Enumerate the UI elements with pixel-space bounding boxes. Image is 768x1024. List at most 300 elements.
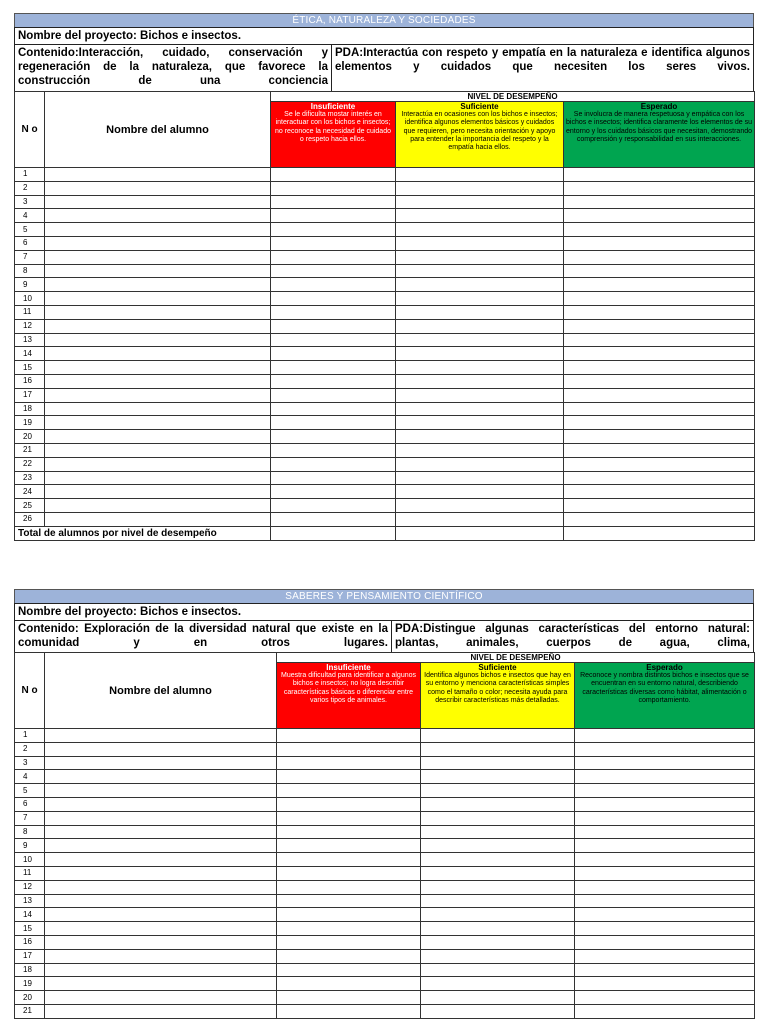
suficiente-cell[interactable] <box>421 853 575 867</box>
suficiente-cell[interactable] <box>421 866 575 880</box>
student-name-cell[interactable] <box>45 278 271 292</box>
row-number: 16 <box>15 935 45 949</box>
student-row <box>15 168 755 182</box>
esperado-cell[interactable] <box>564 388 755 402</box>
insuficiente-cell[interactable] <box>271 168 396 182</box>
row-number: 15 <box>15 361 45 375</box>
student-row <box>15 866 755 880</box>
insuficiente-cell[interactable] <box>277 756 421 770</box>
row-number: 12 <box>15 880 45 894</box>
student-name-cell[interactable] <box>45 236 271 250</box>
row-number: 17 <box>15 388 45 402</box>
student-row <box>15 1004 755 1018</box>
student-row <box>15 416 755 430</box>
esperado-cell[interactable] <box>575 742 755 756</box>
esperado-cell[interactable] <box>575 756 755 770</box>
insuficiente-cell[interactable] <box>277 880 421 894</box>
suficiente-cell[interactable] <box>421 784 575 798</box>
row-number: 4 <box>15 770 45 784</box>
suficiente-cell[interactable] <box>396 499 564 513</box>
student-row <box>15 839 755 853</box>
row-number: 19 <box>15 416 45 430</box>
insuficiente-cell[interactable] <box>271 416 396 430</box>
student-name-cell[interactable] <box>45 784 277 798</box>
row-number: 13 <box>15 333 45 347</box>
row-number: 7 <box>15 250 45 264</box>
student-name-cell[interactable] <box>45 922 277 936</box>
student-name-cell[interactable] <box>45 825 277 839</box>
insuficiente-cell[interactable] <box>277 908 421 922</box>
insuficiente-cell[interactable] <box>271 443 396 457</box>
student-row <box>15 880 755 894</box>
row-number: 9 <box>15 278 45 292</box>
student-name-cell[interactable] <box>45 250 271 264</box>
suficiente-cell[interactable] <box>421 894 575 908</box>
esperado-cell[interactable] <box>575 991 755 1005</box>
student-name-cell[interactable] <box>45 963 277 977</box>
student-name-cell[interactable] <box>45 811 277 825</box>
row-number: 8 <box>15 825 45 839</box>
suficiente-cell[interactable] <box>396 485 564 499</box>
student-name-cell[interactable] <box>45 181 271 195</box>
suficiente-cell[interactable] <box>421 839 575 853</box>
suficiente-cell[interactable] <box>421 991 575 1005</box>
content-text: Contenido: Exploración de la diversidad natural que existe en la comunidad y en otros lugares. <box>15 621 392 652</box>
student-name-cell[interactable] <box>45 742 277 756</box>
insuficiente-cell[interactable] <box>271 347 396 361</box>
esperado-cell[interactable] <box>564 195 755 209</box>
suficiente-cell[interactable] <box>396 305 564 319</box>
row-number: 14 <box>15 908 45 922</box>
suficiente-cell[interactable] <box>396 209 564 223</box>
student-row <box>15 825 755 839</box>
esperado-cell[interactable] <box>575 922 755 936</box>
student-name-cell[interactable] <box>45 333 271 347</box>
insuficiente-cell[interactable] <box>271 374 396 388</box>
esperado-cell[interactable] <box>575 977 755 991</box>
insuficiente-cell[interactable] <box>271 361 396 375</box>
esperado-cell[interactable] <box>564 443 755 457</box>
suficiente-cell[interactable] <box>421 963 575 977</box>
esperado-cell[interactable] <box>575 866 755 880</box>
student-name-cell[interactable] <box>45 866 277 880</box>
insuficiente-cell[interactable] <box>271 319 396 333</box>
esperado-cell[interactable] <box>564 319 755 333</box>
esperado-cell[interactable] <box>575 825 755 839</box>
content-pda-row <box>14 44 754 91</box>
row-number: 25 <box>15 499 45 513</box>
suficiente-cell[interactable] <box>396 264 564 278</box>
project-name: Nombre del proyecto: Bichos e insectos. <box>18 30 242 42</box>
student-name-cell[interactable] <box>45 770 277 784</box>
suficiente-cell[interactable] <box>421 977 575 991</box>
suficiente-cell[interactable] <box>396 333 564 347</box>
esperado-cell[interactable] <box>564 305 755 319</box>
performance-level-header: NIVEL DE DESEMPEÑO <box>277 653 755 663</box>
student-name-cell[interactable] <box>45 264 271 278</box>
student-row <box>15 374 755 388</box>
esperado-cell[interactable] <box>564 347 755 361</box>
student-name-cell[interactable] <box>45 977 277 991</box>
insuficiente-cell[interactable] <box>277 825 421 839</box>
suficiente-cell[interactable] <box>421 935 575 949</box>
suficiente-cell[interactable] <box>396 181 564 195</box>
insuficiente-cell[interactable] <box>271 209 396 223</box>
insuficiente-cell[interactable] <box>271 471 396 485</box>
suficiente-cell[interactable] <box>421 797 575 811</box>
insuficiente-cell[interactable] <box>277 949 421 963</box>
esperado-cell[interactable] <box>575 894 755 908</box>
project-row <box>14 603 754 620</box>
insuficiente-cell[interactable] <box>271 388 396 402</box>
row-number: 6 <box>15 236 45 250</box>
student-row <box>15 471 755 485</box>
insuficiente-cell[interactable] <box>277 866 421 880</box>
row-number: 3 <box>15 756 45 770</box>
student-name-cell[interactable] <box>45 935 277 949</box>
student-row <box>15 949 755 963</box>
esperado-cell[interactable] <box>564 471 755 485</box>
section-title-band: ÉTICA, NATURALEZA Y SOCIEDADES <box>14 13 754 27</box>
esperado-cell[interactable] <box>575 1004 755 1018</box>
esperado-cell[interactable] <box>575 839 755 853</box>
suficiente-cell[interactable] <box>396 195 564 209</box>
row-number: 2 <box>15 742 45 756</box>
student-row <box>15 443 755 457</box>
insuficiente-cell[interactable] <box>277 935 421 949</box>
student-row <box>15 853 755 867</box>
student-name-cell[interactable] <box>45 168 271 182</box>
student-row <box>15 333 755 347</box>
student-name-cell[interactable] <box>45 991 277 1005</box>
insuficiente-cell[interactable] <box>271 181 396 195</box>
suficiente-cell[interactable] <box>396 374 564 388</box>
student-row <box>15 319 755 333</box>
esperado-cell[interactable] <box>564 361 755 375</box>
esperado-cell[interactable] <box>575 784 755 798</box>
student-row <box>15 457 755 471</box>
performance-level-header: NIVEL DE DESEMPEÑO <box>271 92 755 102</box>
esperado-cell[interactable] <box>564 223 755 237</box>
insuficiente-cell[interactable] <box>271 457 396 471</box>
student-row <box>15 908 755 922</box>
esperado-cell[interactable] <box>575 935 755 949</box>
total-insuficiente-cell[interactable] <box>271 526 396 540</box>
row-number: 12 <box>15 319 45 333</box>
row-number: 10 <box>15 853 45 867</box>
student-name-cell[interactable] <box>45 471 271 485</box>
insuficiente-cell[interactable] <box>277 922 421 936</box>
row-number: 5 <box>15 784 45 798</box>
rubric-sheet-saberes <box>14 589 754 1019</box>
insuficiente-cell[interactable] <box>271 499 396 513</box>
insuficiente-cell[interactable] <box>271 236 396 250</box>
row-number: 16 <box>15 374 45 388</box>
row-number: 18 <box>15 963 45 977</box>
row-number: 19 <box>15 977 45 991</box>
student-row <box>15 770 755 784</box>
student-name-cell[interactable] <box>45 853 277 867</box>
insuficiente-cell[interactable] <box>277 784 421 798</box>
esperado-cell[interactable] <box>575 811 755 825</box>
insuficiente-cell[interactable] <box>277 797 421 811</box>
esperado-cell[interactable] <box>575 908 755 922</box>
level-insuficiente: Insuficiente Muestra dificultad para identificar a algunos bichos e insectos; no logra describir características básicas o diferenciar entre varios tipos de animales. <box>277 663 421 729</box>
student-name-cell[interactable] <box>45 319 271 333</box>
esperado-cell[interactable] <box>564 250 755 264</box>
student-row <box>15 935 755 949</box>
suficiente-cell[interactable] <box>421 908 575 922</box>
esperado-cell[interactable] <box>564 264 755 278</box>
student-row <box>15 236 755 250</box>
student-name-cell[interactable] <box>45 305 271 319</box>
student-row <box>15 922 755 936</box>
insuficiente-cell[interactable] <box>271 264 396 278</box>
student-name-cell[interactable] <box>45 223 271 237</box>
student-name-cell[interactable] <box>45 292 271 306</box>
row-number: 8 <box>15 264 45 278</box>
student-row <box>15 388 755 402</box>
suficiente-cell[interactable] <box>421 756 575 770</box>
insuficiente-cell[interactable] <box>271 195 396 209</box>
student-name-cell[interactable] <box>45 839 277 853</box>
student-name-cell[interactable] <box>45 729 277 743</box>
esperado-cell[interactable] <box>564 278 755 292</box>
project-name: Nombre del proyecto: Bichos e insectos. <box>18 606 242 618</box>
number-column-header: N o <box>15 653 45 729</box>
level-suficiente: Suficiente Identifica algunos bichos e insectos que hay en su entorno y menciona características simples como el tamaño o color; necesita ayuda para describir características más detalladas. <box>421 663 575 729</box>
suficiente-cell[interactable] <box>396 236 564 250</box>
suficiente-cell[interactable] <box>396 443 564 457</box>
student-row <box>15 361 755 375</box>
suficiente-cell[interactable] <box>396 430 564 444</box>
student-name-cell[interactable] <box>45 443 271 457</box>
insuficiente-cell[interactable] <box>271 305 396 319</box>
esperado-cell[interactable] <box>564 181 755 195</box>
student-row <box>15 742 755 756</box>
suficiente-cell[interactable] <box>421 811 575 825</box>
suficiente-cell[interactable] <box>421 880 575 894</box>
suficiente-cell[interactable] <box>396 250 564 264</box>
student-row <box>15 811 755 825</box>
student-name-cell[interactable] <box>45 416 271 430</box>
number-column-header: N o <box>15 92 45 168</box>
insuficiente-cell[interactable] <box>277 853 421 867</box>
suficiente-cell[interactable] <box>421 729 575 743</box>
insuficiente-cell[interactable] <box>271 333 396 347</box>
esperado-cell[interactable] <box>564 402 755 416</box>
esperado-cell[interactable] <box>564 430 755 444</box>
insuficiente-cell[interactable] <box>277 811 421 825</box>
student-row <box>15 499 755 513</box>
insuficiente-cell[interactable] <box>271 512 396 526</box>
student-name-cell[interactable] <box>45 430 271 444</box>
student-name-cell[interactable] <box>45 209 271 223</box>
student-row <box>15 977 755 991</box>
student-row <box>15 430 755 444</box>
student-row <box>15 195 755 209</box>
row-number: 3 <box>15 195 45 209</box>
row-number: 21 <box>15 443 45 457</box>
esperado-cell[interactable] <box>575 853 755 867</box>
student-name-cell[interactable] <box>45 894 277 908</box>
suficiente-cell[interactable] <box>396 388 564 402</box>
row-number: 2 <box>15 181 45 195</box>
insuficiente-cell[interactable] <box>271 278 396 292</box>
row-number: 5 <box>15 223 45 237</box>
level-insuficiente: Insuficiente Se le dificulta mostar interés en interactuar con los bichos e insectos; no reconoce la necesidad de cuidado o respeto hacia ellos. <box>271 102 396 168</box>
student-row <box>15 894 755 908</box>
pda-text: PDA:Interactúa con respeto y empatía en la naturaleza e identifica algunos elementos y cuidados que necesiten los seres vivos. <box>335 47 750 73</box>
project-row <box>14 27 754 44</box>
row-number: 17 <box>15 949 45 963</box>
student-row <box>15 963 755 977</box>
insuficiente-cell[interactable] <box>277 1004 421 1018</box>
row-number: 21 <box>15 1004 45 1018</box>
suficiente-cell[interactable] <box>396 512 564 526</box>
student-row <box>15 264 755 278</box>
rubric-sheet-etica <box>14 13 754 541</box>
row-number: 18 <box>15 402 45 416</box>
suficiente-cell[interactable] <box>396 361 564 375</box>
suficiente-cell[interactable] <box>421 825 575 839</box>
insuficiente-cell[interactable] <box>277 977 421 991</box>
suficiente-cell[interactable] <box>396 168 564 182</box>
student-row <box>15 181 755 195</box>
row-number: 11 <box>15 866 45 880</box>
suficiente-cell[interactable] <box>421 1004 575 1018</box>
insuficiente-cell[interactable] <box>271 485 396 499</box>
esperado-cell[interactable] <box>575 770 755 784</box>
insuficiente-cell[interactable] <box>271 292 396 306</box>
insuficiente-cell[interactable] <box>277 991 421 1005</box>
row-number: 10 <box>15 292 45 306</box>
insuficiente-cell[interactable] <box>271 402 396 416</box>
student-row <box>15 223 755 237</box>
evaluation-table <box>14 91 755 541</box>
insuficiente-cell[interactable] <box>277 894 421 908</box>
student-name-cell[interactable] <box>45 457 271 471</box>
student-row <box>15 250 755 264</box>
student-name-cell[interactable] <box>45 402 271 416</box>
row-number: 20 <box>15 430 45 444</box>
esperado-cell[interactable] <box>575 949 755 963</box>
esperado-cell[interactable] <box>564 292 755 306</box>
student-name-cell[interactable] <box>45 347 271 361</box>
student-row <box>15 402 755 416</box>
insuficiente-cell[interactable] <box>277 729 421 743</box>
student-name-column-header: Nombre del alumno <box>45 92 271 168</box>
insuficiente-cell[interactable] <box>271 250 396 264</box>
insuficiente-cell[interactable] <box>277 770 421 784</box>
student-name-cell[interactable] <box>45 949 277 963</box>
esperado-cell[interactable] <box>564 416 755 430</box>
row-number: 23 <box>15 471 45 485</box>
insuficiente-cell[interactable] <box>277 742 421 756</box>
esperado-cell[interactable] <box>564 236 755 250</box>
student-row <box>15 512 755 526</box>
student-name-cell[interactable] <box>45 361 271 375</box>
total-suficiente-cell[interactable] <box>396 526 564 540</box>
total-esperado-cell[interactable] <box>564 526 755 540</box>
suficiente-cell[interactable] <box>421 742 575 756</box>
insuficiente-cell[interactable] <box>271 223 396 237</box>
suficiente-cell[interactable] <box>396 471 564 485</box>
suficiente-cell[interactable] <box>421 770 575 784</box>
esperado-cell[interactable] <box>564 209 755 223</box>
student-name-cell[interactable] <box>45 880 277 894</box>
student-name-cell[interactable] <box>45 195 271 209</box>
esperado-cell[interactable] <box>564 168 755 182</box>
student-name-cell[interactable] <box>45 388 271 402</box>
content-pda-row <box>14 620 754 652</box>
esperado-cell[interactable] <box>564 499 755 513</box>
row-number: 15 <box>15 922 45 936</box>
row-number: 7 <box>15 811 45 825</box>
row-number: 13 <box>15 894 45 908</box>
insuficiente-cell[interactable] <box>277 963 421 977</box>
student-row <box>15 756 755 770</box>
level-esperado: Esperado Se involucra de manera respetuosa y empática con los bichos e insectos; identifica claramente los elementos de su entorno y los cuidados básicos que necesitan, demostrando comprensión y responsabilidad en sus interacciones. <box>564 102 755 168</box>
esperado-cell[interactable] <box>575 797 755 811</box>
esperado-cell[interactable] <box>564 457 755 471</box>
row-number: 4 <box>15 209 45 223</box>
esperado-cell[interactable] <box>564 512 755 526</box>
suficiente-cell[interactable] <box>396 319 564 333</box>
esperado-cell[interactable] <box>575 880 755 894</box>
student-name-cell[interactable] <box>45 756 277 770</box>
student-row <box>15 305 755 319</box>
student-name-cell[interactable] <box>45 908 277 922</box>
student-row <box>15 797 755 811</box>
esperado-cell[interactable] <box>564 333 755 347</box>
suficiente-cell[interactable] <box>396 292 564 306</box>
suficiente-cell[interactable] <box>396 223 564 237</box>
student-name-cell[interactable] <box>45 374 271 388</box>
esperado-cell[interactable] <box>575 963 755 977</box>
evaluation-table <box>14 652 755 1019</box>
student-name-cell[interactable] <box>45 1004 277 1018</box>
student-name-cell[interactable] <box>45 797 277 811</box>
suficiente-cell[interactable] <box>421 949 575 963</box>
suficiente-cell[interactable] <box>396 416 564 430</box>
student-row <box>15 784 755 798</box>
student-name-cell[interactable] <box>45 499 271 513</box>
student-row <box>15 292 755 306</box>
insuficiente-cell[interactable] <box>277 839 421 853</box>
insuficiente-cell[interactable] <box>271 430 396 444</box>
row-number: 1 <box>15 168 45 182</box>
student-name-cell[interactable] <box>45 485 271 499</box>
row-number: 26 <box>15 512 45 526</box>
total-row <box>15 526 755 540</box>
content-text: Contenido:Interacción, cuidado, conservación y regeneración de la naturaleza, que favorece la construcción de una conciencia <box>15 45 332 91</box>
suficiente-cell[interactable] <box>421 922 575 936</box>
student-row <box>15 729 755 743</box>
suficiente-cell[interactable] <box>396 347 564 361</box>
row-number: 20 <box>15 991 45 1005</box>
row-number: 22 <box>15 457 45 471</box>
student-row <box>15 209 755 223</box>
suficiente-cell[interactable] <box>396 278 564 292</box>
suficiente-cell[interactable] <box>396 402 564 416</box>
esperado-cell[interactable] <box>564 374 755 388</box>
level-esperado: Esperado Reconoce y nombra distintos bichos e insectos que se encuentran en su entorno natural, describiendo características diversas como hábitat, alimentación o comportamiento. <box>575 663 755 729</box>
suficiente-cell[interactable] <box>396 457 564 471</box>
esperado-cell[interactable] <box>564 485 755 499</box>
student-name-cell[interactable] <box>45 512 271 526</box>
esperado-cell[interactable] <box>575 729 755 743</box>
